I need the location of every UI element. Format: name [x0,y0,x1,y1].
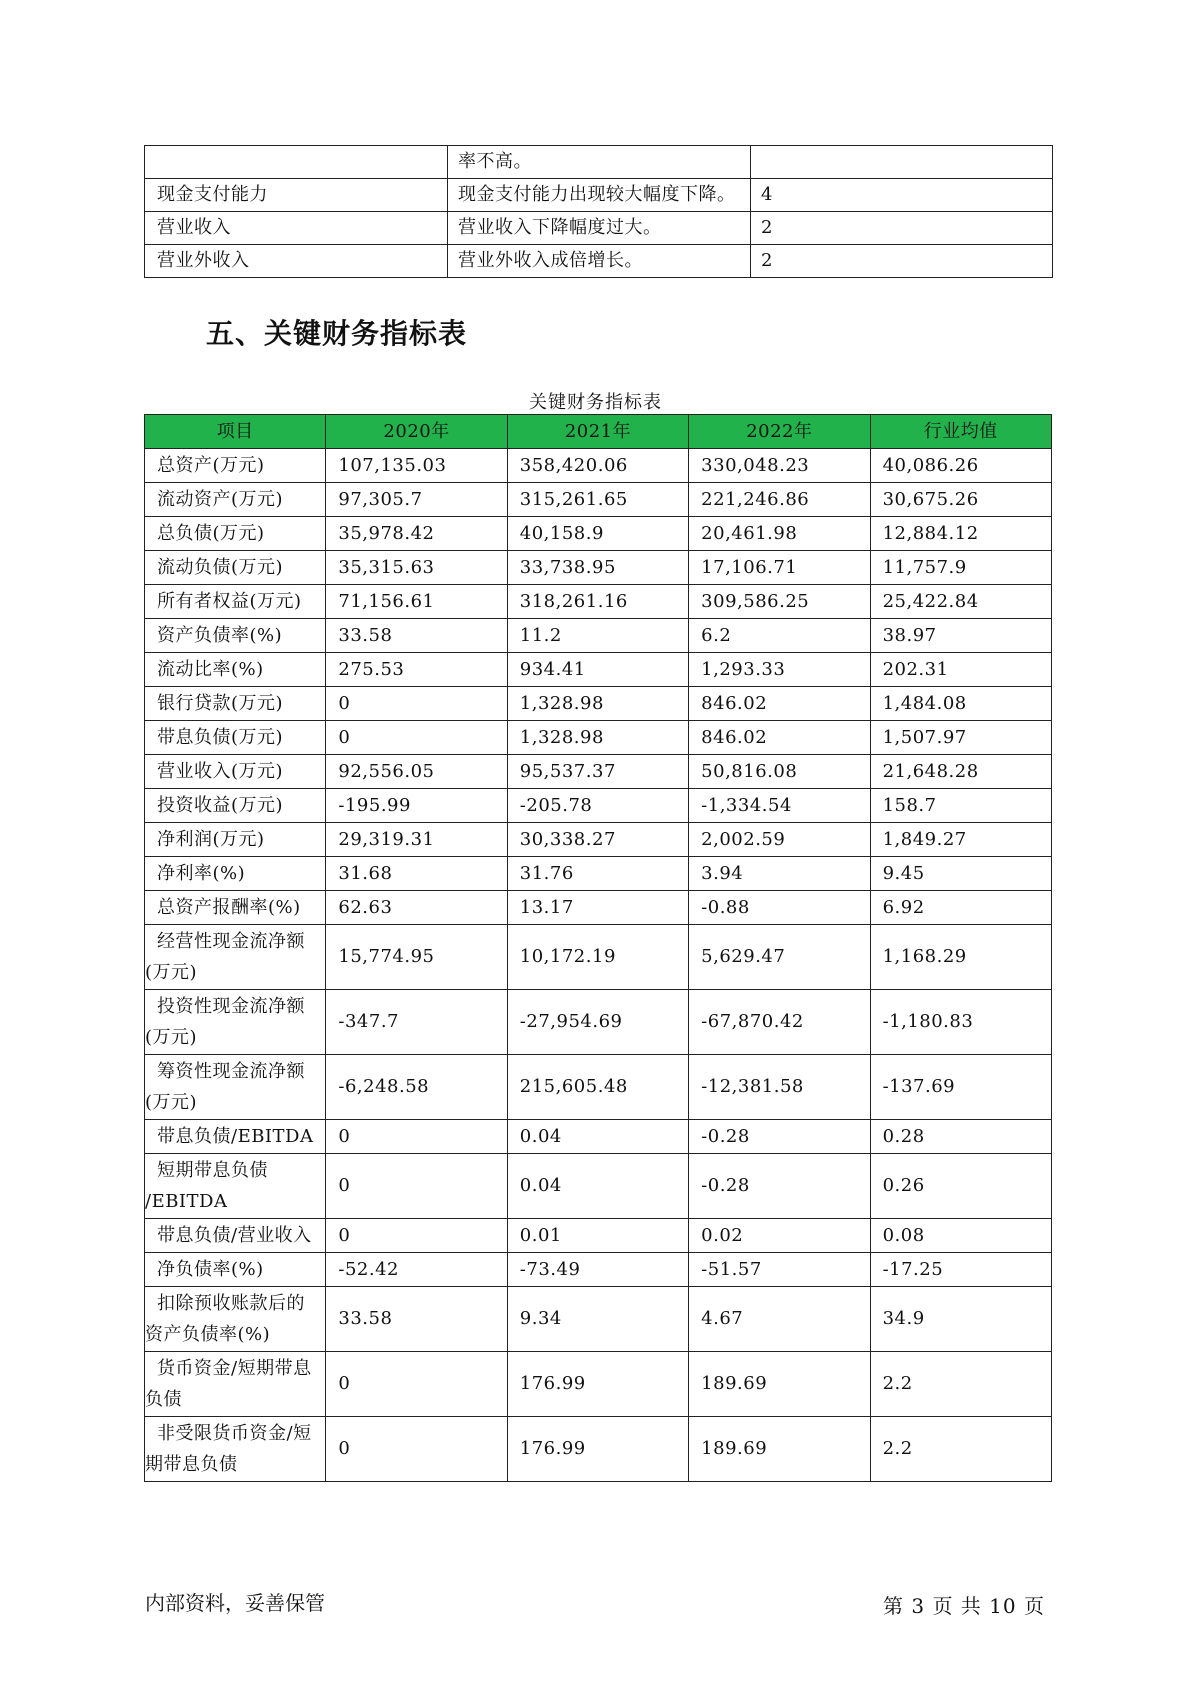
indicator-name: 流动资产(万元) [157,488,284,510]
value-2022-cell: 0.02 [689,1219,870,1253]
table-row [145,619,1052,653]
value-2020-cell: 33.58 [326,619,507,653]
footer-confidential-note: 内部资料，妥善保管 [145,1591,325,1615]
industry-average-cell: 1,507.97 [870,721,1051,755]
value-2021-cell: 215,605.48 [507,1055,688,1120]
indicator-name: 营业收入(万元) [157,760,284,782]
table-row [145,585,1052,619]
value-2022-cell: -67,870.42 [689,990,870,1055]
indicator-name: 总负债(万元) [157,522,265,544]
table-row [145,1253,1052,1287]
industry-average-cell: 38.97 [870,619,1051,653]
risk-score-cell: 4 [751,179,1053,212]
industry-average-cell: -137.69 [870,1055,1051,1120]
industry-average-cell: 1,849.27 [870,823,1051,857]
value-2020-cell: 35,315.63 [326,551,507,585]
risk-score-cell [751,146,1053,179]
industry-average-cell: 1,484.08 [870,687,1051,721]
value-2020-cell: -347.7 [326,990,507,1055]
header-cell-industry-avg: 行业均值 [870,415,1051,449]
risk-item-cell: 营业收入 [145,212,448,245]
indicator-name-cell [145,551,326,585]
header-cell-2021: 2021年 [507,415,688,449]
value-2022-cell: -51.57 [689,1253,870,1287]
value-2020-cell: 0 [326,1120,507,1154]
value-2020-cell: 62.63 [326,891,507,925]
value-2021-cell: 10,172.19 [507,925,688,990]
indicator-name-cell [145,789,326,823]
indicator-name: 总资产(万元) [157,454,265,476]
table-row [145,483,1052,517]
value-2020-cell: 0 [326,687,507,721]
value-2021-cell: 30,338.27 [507,823,688,857]
value-2020-cell: 33.58 [326,1287,507,1352]
risk-item-cell: 现金支付能力 [145,179,448,212]
table-row [145,891,1052,925]
value-2022-cell: 221,246.86 [689,483,870,517]
table-row [145,1219,1052,1253]
table-row [145,857,1052,891]
risk-score-cell: 2 [751,212,1053,245]
indicator-name: 带息负债(万元) [157,726,284,748]
industry-average-cell: 12,884.12 [870,517,1051,551]
industry-average-cell: 30,675.26 [870,483,1051,517]
indicator-name: 非受限货币资金/短 [157,1423,312,1444]
indicator-name: 货币资金/短期带息 [157,1358,312,1379]
table-row [145,721,1052,755]
value-2021-cell: 1,328.98 [507,687,688,721]
table-row [145,653,1052,687]
value-2022-cell: 2,002.59 [689,823,870,857]
indicator-name-continued: (万元) [145,962,198,983]
indicator-name: 带息负债/EBITDA [157,1125,314,1147]
indicator-name: 资产负债率(%) [157,624,283,646]
risk-continuation-table [144,145,1053,278]
industry-average-cell: 2.2 [870,1352,1051,1417]
risk-description-cell: 现金支付能力出现较大幅度下降。 [448,179,751,212]
indicator-name: 净利率(%) [157,862,246,884]
value-2022-cell: 3.94 [689,857,870,891]
industry-average-cell: 202.31 [870,653,1051,687]
footer-page-number: 第 3 页 共 10 页 [883,1594,1045,1618]
value-2022-cell: 309,586.25 [689,585,870,619]
value-2022-cell: 50,816.08 [689,755,870,789]
value-2022-cell: -12,381.58 [689,1055,870,1120]
indicator-name: 净负债率(%) [157,1258,264,1280]
industry-average-cell: 1,168.29 [870,925,1051,990]
indicator-name-cell [145,517,326,551]
header-cell-2020: 2020年 [326,415,507,449]
value-2020-cell: 15,774.95 [326,925,507,990]
indicator-name: 总资产报酬率(%) [157,896,301,918]
value-2020-cell: 71,156.61 [326,585,507,619]
value-2021-cell: 11.2 [507,619,688,653]
value-2020-cell: 0 [326,1219,507,1253]
table-row [145,925,1052,990]
value-2021-cell: 33,738.95 [507,551,688,585]
industry-average-cell: 0.08 [870,1219,1051,1253]
risk-item-cell: 营业外收入 [145,245,448,278]
indicator-name-cell [145,721,326,755]
indicator-name-cell [145,1219,326,1253]
value-2021-cell: 1,328.98 [507,721,688,755]
industry-average-cell: 2.2 [870,1417,1051,1482]
value-2022-cell: 330,048.23 [689,449,870,483]
indicator-name-continued: (万元) [145,1092,198,1113]
value-2022-cell: 4.67 [689,1287,870,1352]
indicator-name-cell [145,653,326,687]
indicator-name-cell [145,1287,326,1352]
indicator-name: 所有者权益(万元) [157,590,302,612]
value-2020-cell: 35,978.42 [326,517,507,551]
indicator-name: 投资性现金流净额 [157,996,305,1017]
indicator-name-cell [145,857,326,891]
indicator-name-cell [145,449,326,483]
value-2022-cell: 846.02 [689,687,870,721]
value-2020-cell: 31.68 [326,857,507,891]
indicator-name-cell [145,687,326,721]
value-2020-cell: -195.99 [326,789,507,823]
value-2021-cell: -205.78 [507,789,688,823]
indicator-name-cell [145,1253,326,1287]
value-2021-cell: 40,158.9 [507,517,688,551]
indicator-name-cell [145,1055,326,1120]
industry-average-cell: 11,757.9 [870,551,1051,585]
value-2021-cell: 315,261.65 [507,483,688,517]
table-row [145,1154,1052,1219]
value-2020-cell: 97,305.7 [326,483,507,517]
value-2020-cell: 0 [326,1352,507,1417]
indicator-name-cell [145,1417,326,1482]
table-header-row [145,415,1052,449]
risk-description-cell: 营业外收入成倍增长。 [448,245,751,278]
risk-description-cell: 率不高。 [448,146,751,179]
industry-average-cell: 34.9 [870,1287,1051,1352]
value-2022-cell: 189.69 [689,1352,870,1417]
indicator-name-cell [145,483,326,517]
risk-score-cell: 2 [751,245,1053,278]
value-2021-cell: 13.17 [507,891,688,925]
indicator-name: 短期带息负债 [157,1160,268,1181]
header-cell-item: 项目 [145,415,326,449]
indicator-name: 筹资性现金流净额 [157,1061,305,1082]
header-cell-2022: 2022年 [689,415,870,449]
value-2021-cell: 358,420.06 [507,449,688,483]
industry-average-cell: 6.92 [870,891,1051,925]
value-2022-cell: 1,293.33 [689,653,870,687]
value-2020-cell: 29,319.31 [326,823,507,857]
industry-average-cell: 0.28 [870,1120,1051,1154]
table-row [145,1120,1052,1154]
indicator-name-cell [145,755,326,789]
value-2020-cell: 0 [326,1154,507,1219]
table-row [145,517,1052,551]
indicator-name: 银行贷款(万元) [157,692,284,714]
value-2020-cell: 275.53 [326,653,507,687]
value-2020-cell: 0 [326,721,507,755]
value-2021-cell: 0.01 [507,1219,688,1253]
value-2020-cell: 107,135.03 [326,449,507,483]
section-heading: 五、关键财务指标表 [206,317,468,350]
table-caption: 关键财务指标表 [529,392,662,413]
value-2022-cell: 20,461.98 [689,517,870,551]
indicator-name-continued: 负债 [145,1389,182,1410]
key-financial-indicators-table [144,414,1052,1482]
value-2021-cell: 934.41 [507,653,688,687]
table-row [145,179,1053,212]
indicator-name-continued: /EBITDA [145,1191,228,1212]
table-row [145,551,1052,585]
indicator-name: 带息负债/营业收入 [157,1224,312,1246]
risk-item-cell [145,146,448,179]
table-row [145,1352,1052,1417]
risk-description-cell: 营业收入下降幅度过大。 [448,212,751,245]
industry-average-cell: 25,422.84 [870,585,1051,619]
indicator-name-cell [145,1352,326,1417]
indicator-name: 投资收益(万元) [157,794,284,816]
table-row [145,1055,1052,1120]
indicator-name: 扣除预收账款后的 [157,1293,305,1314]
industry-average-cell: 0.26 [870,1154,1051,1219]
value-2022-cell: 846.02 [689,721,870,755]
indicator-name-cell [145,619,326,653]
indicator-name-continued: 期带息负债 [145,1454,238,1475]
value-2021-cell: 176.99 [507,1352,688,1417]
indicator-name-cell [145,585,326,619]
value-2022-cell: 17,106.71 [689,551,870,585]
table-row [145,755,1052,789]
value-2022-cell: 189.69 [689,1417,870,1482]
value-2020-cell: 92,556.05 [326,755,507,789]
value-2021-cell: -27,954.69 [507,990,688,1055]
value-2020-cell: -52.42 [326,1253,507,1287]
indicator-name-continued: (万元) [145,1027,198,1048]
indicator-name: 经营性现金流净额 [157,931,305,952]
industry-average-cell: -17.25 [870,1253,1051,1287]
table-row [145,789,1052,823]
indicator-name-cell [145,891,326,925]
value-2021-cell: 95,537.37 [507,755,688,789]
value-2021-cell: 0.04 [507,1154,688,1219]
indicator-name-cell [145,925,326,990]
indicator-name-cell [145,1120,326,1154]
value-2022-cell: 5,629.47 [689,925,870,990]
indicator-name-continued: 资产负债率(%) [145,1324,271,1345]
value-2022-cell: -0.28 [689,1154,870,1219]
table-row [145,687,1052,721]
indicator-name: 流动负债(万元) [157,556,284,578]
industry-average-cell: 21,648.28 [870,755,1051,789]
indicator-name: 净利润(万元) [157,828,265,850]
table-row [145,823,1052,857]
table-row [145,449,1052,483]
value-2021-cell: 318,261.16 [507,585,688,619]
value-2020-cell: -6,248.58 [326,1055,507,1120]
value-2020-cell: 0 [326,1417,507,1482]
table-row [145,212,1053,245]
indicator-name-cell [145,1154,326,1219]
value-2021-cell: 9.34 [507,1287,688,1352]
table-row [145,1287,1052,1352]
industry-average-cell: -1,180.83 [870,990,1051,1055]
industry-average-cell: 40,086.26 [870,449,1051,483]
indicator-name-cell [145,823,326,857]
industry-average-cell: 158.7 [870,789,1051,823]
value-2021-cell: 31.76 [507,857,688,891]
table-row [145,990,1052,1055]
indicator-name-cell [145,990,326,1055]
table-row [145,1417,1052,1482]
industry-average-cell: 9.45 [870,857,1051,891]
value-2022-cell: -0.28 [689,1120,870,1154]
value-2022-cell: 6.2 [689,619,870,653]
value-2022-cell: -1,334.54 [689,789,870,823]
table-row [145,245,1053,278]
indicator-name: 流动比率(%) [157,658,264,680]
value-2021-cell: 176.99 [507,1417,688,1482]
table-row [145,146,1053,179]
value-2022-cell: -0.88 [689,891,870,925]
value-2021-cell: 0.04 [507,1120,688,1154]
value-2021-cell: -73.49 [507,1253,688,1287]
